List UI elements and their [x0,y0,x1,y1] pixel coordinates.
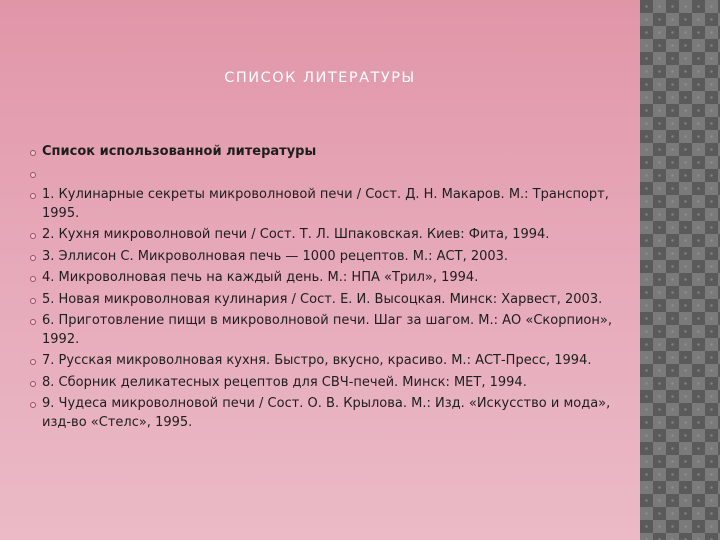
list-item-text: 6. Приготовление пищи в микроволновой печи. Шаг за шагом. М.: АО «Скорпион», 1992. [42,313,612,347]
list-item [30,269,620,288]
bullet-icon [30,172,36,178]
bullet-icon [30,150,36,156]
bullet-icon [30,298,36,304]
list-item [30,352,620,371]
list-item [30,374,620,393]
list-item [30,226,620,245]
list-item [30,291,620,310]
list-item-text: 8. Сборник деликатесных рецептов для СВЧ-печей. Минск: МЕТ, 1994. [42,374,527,390]
list-item-text: 5. Новая микроволновая кулинария / Сост. Е. И. Высоцкая. Минск: Харвест, 2003. [42,291,603,307]
bullet-icon [30,255,36,261]
bullet-icon [30,319,36,325]
list-item-text: 1. Кулинарные секреты микроволновой печи / Сост. Д. Н. Макаров. М.: Транспорт, 1995. [42,187,609,221]
list-item [30,248,620,267]
list-item [30,186,620,223]
bullet-icon [30,381,36,387]
list-item-text: 7. Русская микроволновая кухня. Быстро, вкусно, красиво. М.: АСТ-Пресс, 1994. [42,353,592,368]
bullet-icon [30,233,36,239]
slide-title: СПИСОК ЛИТЕРАТУРЫ [224,70,416,86]
list-item-text: Список использованной литературы [42,144,317,159]
list-item-text: 4. Микроволновая печь на каждый день. М.: НПА «Трил», 1994. [42,270,479,285]
bullet-icon [30,276,36,282]
bibliography-list [30,143,620,435]
list-item [30,165,620,184]
bullet-icon [30,359,36,365]
list-item [30,143,620,162]
list-item-text: 9. Чудеса микроволновой печи / Сост. О. В. Крылова. М.: Изд. «Искусство и мода», изд-во «Стелс», 1995. [42,396,611,430]
bullet-icon [30,402,36,408]
list-item [30,395,620,432]
bullet-icon [30,193,36,199]
list-item [30,312,620,349]
list-item-text: 2. Кухня микроволновой печи / Сост. Т. Л. Шпаковская. Киев: Фита, 1994. [42,227,550,242]
decorative-side-panel [640,0,720,540]
list-item-text: 3. Эллисон С. Микроволновая печь — 1000 рецептов. М.: АСТ, 2003. [42,248,509,264]
